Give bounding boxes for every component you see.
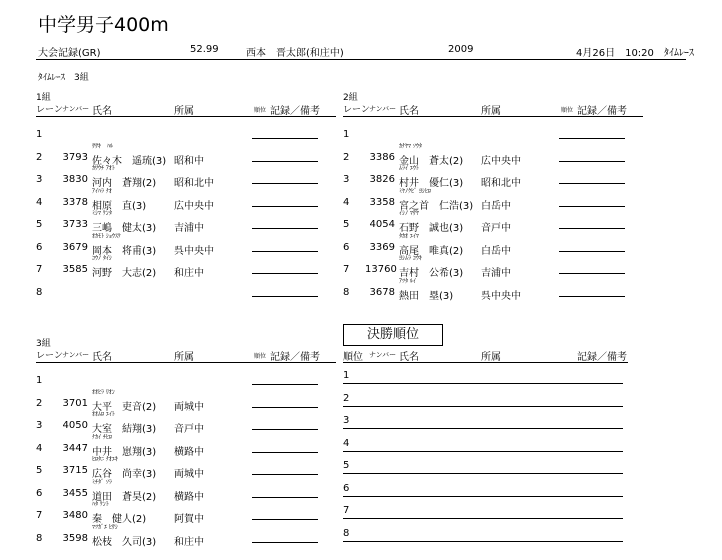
record-entry-line	[252, 429, 318, 430]
record-time: 52.99	[190, 44, 219, 55]
final-entry-line	[343, 518, 623, 519]
name-reading: ｻｻｷ ﾊﾙ	[92, 142, 114, 150]
name-reading: ｲｼﾉ ﾏｻﾔ	[399, 210, 419, 217]
lane-number: 5	[36, 465, 43, 476]
lane-number: 7	[36, 510, 43, 521]
header-record: 記録／備考	[270, 106, 320, 117]
final-header	[343, 348, 628, 363]
header-rank: 順位	[561, 107, 574, 114]
athlete-name: 広谷 尚幸(3)	[92, 469, 157, 480]
athlete-affiliation: 和庄中	[174, 536, 204, 548]
bib-number: 3598	[62, 532, 88, 544]
athlete-name: 河野 大志(2)	[92, 268, 157, 279]
final-place: 4	[343, 437, 350, 449]
final-header-number: ナンバー	[369, 351, 397, 359]
athlete-affiliation: 広中央中	[481, 155, 521, 167]
table-row	[343, 143, 643, 165]
table-row	[36, 501, 336, 523]
heat-header	[343, 102, 643, 117]
final-row	[343, 501, 628, 523]
athlete-name: 石野 誠也(3)	[399, 223, 464, 234]
athlete-affiliation: 呉中央中	[174, 245, 214, 257]
table-row	[343, 210, 643, 232]
lane-number: 1	[36, 375, 43, 386]
lane-number: 7	[343, 264, 350, 275]
record-entry-line	[559, 296, 625, 297]
final-header-name: 氏名	[399, 352, 419, 363]
header-name: 氏名	[92, 106, 112, 117]
record-entry-line	[252, 296, 318, 297]
table-row	[36, 278, 336, 300]
header-lane: レーン	[343, 105, 370, 115]
lane-number: 6	[36, 241, 43, 253]
final-entry-line	[343, 473, 623, 474]
athlete-name: 吉村 公希(3)	[399, 268, 464, 279]
table-row	[36, 120, 336, 142]
table-row	[36, 188, 336, 210]
final-entry-line	[343, 496, 623, 497]
header-record: 記録／備考	[270, 352, 320, 363]
name-reading: ｺｳﾉ ﾀｲｼ	[92, 255, 112, 262]
header-lane: レーン	[36, 351, 63, 361]
bib-number: 3378	[62, 196, 88, 208]
record-entry-line	[559, 251, 625, 252]
record-entry-line	[252, 497, 318, 498]
record-datetime: 4月26日 10:20 ﾀｲﾑﾚｰｽ	[576, 48, 694, 59]
record-entry-line	[559, 138, 625, 139]
race-info: ﾀｲﾑﾚｰｽ 3組	[38, 73, 89, 83]
lane-number: 3	[36, 420, 43, 431]
athlete-name: 高尾 唯真(2)	[399, 245, 464, 257]
final-place: 8	[343, 527, 350, 539]
final-row	[343, 456, 628, 478]
table-row	[36, 524, 336, 546]
bib-number: 3480	[62, 510, 88, 521]
bib-number: 3369	[369, 241, 395, 253]
athlete-affiliation: 白岳中	[481, 200, 511, 212]
bib-number: 3715	[62, 465, 88, 476]
record-entry-line	[559, 206, 625, 207]
record-entry-line	[252, 273, 318, 274]
name-reading: ﾏﾂｶﾞｴ ﾋｻｼ	[92, 523, 118, 531]
table-row	[36, 143, 336, 165]
athlete-affiliation: 横路中	[174, 491, 204, 503]
table-row	[36, 366, 336, 388]
athlete-name: 道田 蒼昊(2)	[92, 491, 157, 503]
name-reading: ﾖｼﾑﾗ ｺｳｷ	[399, 255, 422, 262]
table-row	[343, 255, 643, 277]
athlete-affiliation: 呉中央中	[481, 290, 521, 302]
header-number: ナンバー	[62, 105, 90, 113]
lane-number: 1	[36, 129, 43, 140]
table-row	[36, 411, 336, 433]
lane-number: 8	[36, 286, 43, 298]
bib-number: 3447	[62, 442, 88, 454]
name-reading: ﾋﾛﾀﾆ ﾅｵﾕｷ	[92, 456, 118, 463]
record-entry-line	[559, 273, 625, 274]
header-rank: 順位	[254, 107, 267, 114]
header-record: 記録／備考	[577, 106, 627, 117]
athlete-affiliation: 吉浦中	[174, 223, 204, 234]
bib-number: 3701	[62, 397, 88, 409]
final-place: 6	[343, 482, 350, 494]
athlete-affiliation: 両城中	[174, 469, 204, 480]
final-row	[343, 434, 628, 456]
athlete-name: 金山 蒼太(2)	[399, 155, 464, 167]
lane-number: 3	[36, 174, 43, 185]
athlete-name: 熱田 塁(3)	[399, 290, 454, 302]
table-row	[343, 120, 643, 142]
name-reading: ｵｵﾑﾛ ﾕｲﾄ	[92, 411, 115, 418]
record-entry-line	[252, 474, 318, 475]
name-reading: ﾅｶｲ ﾁﾋﾛ	[92, 433, 112, 441]
athlete-name: 河内 蒼翔(2)	[92, 178, 157, 189]
record-entry-line	[559, 228, 625, 229]
name-reading: ｵｵﾋﾗ ﾘｵﾝ	[92, 388, 115, 396]
final-place: 5	[343, 460, 350, 471]
final-row	[343, 411, 628, 433]
lane-number: 4	[343, 196, 350, 208]
final-entry-line	[343, 406, 623, 407]
heat-label: 1組	[36, 93, 51, 103]
table-row	[36, 389, 336, 411]
name-reading: ｶﾜｳﾁ ｱｵﾄ	[92, 165, 115, 172]
table-row	[343, 233, 643, 255]
name-reading: ｱﾂﾀ ﾙｲ	[399, 277, 416, 285]
athlete-affiliation: 昭和北中	[174, 178, 214, 189]
table-row	[36, 456, 336, 478]
athlete-name: 大平 吏音(2)	[92, 401, 157, 413]
final-header-rank: 順位	[343, 352, 363, 363]
athlete-name: 村井 優仁(3)	[399, 178, 464, 189]
header-affiliation: 所属	[174, 106, 194, 117]
lane-number: 5	[343, 219, 350, 230]
athlete-affiliation: 白岳中	[481, 245, 511, 257]
heat-label: 3組	[36, 339, 51, 349]
bib-number: 3386	[369, 151, 395, 163]
record-entry-line	[252, 452, 318, 453]
final-place: 1	[343, 370, 350, 381]
athlete-affiliation: 横路中	[174, 446, 204, 458]
bib-number: 4054	[369, 219, 395, 230]
lane-number: 6	[343, 241, 350, 253]
lane-number: 7	[36, 264, 43, 275]
athlete-affiliation: 音戸中	[481, 223, 511, 234]
final-entry-line	[343, 428, 623, 429]
record-entry-line	[252, 138, 318, 139]
record-entry-line	[252, 183, 318, 184]
record-entry-line	[252, 251, 318, 252]
lane-number: 2	[36, 151, 43, 163]
name-reading: ﾊﾀ ｹﾝﾄ	[92, 501, 109, 508]
record-holder: 西本 晋太郎(和庄中)	[246, 48, 344, 59]
final-row	[343, 479, 628, 501]
athlete-affiliation: 昭和北中	[481, 178, 521, 189]
bib-number: 13760	[365, 264, 397, 275]
table-row	[36, 255, 336, 277]
header-rank: 順位	[254, 353, 267, 360]
athlete-affiliation: 広中央中	[174, 200, 214, 212]
table-row	[36, 165, 336, 187]
header-number: ナンバー	[369, 105, 397, 113]
name-reading: ﾑﾗｲ ﾕｳﾄ	[399, 165, 419, 172]
heat-label: 2組	[343, 93, 358, 103]
final-place: 7	[343, 505, 350, 516]
bib-number: 3733	[62, 219, 88, 230]
record-entry-line	[252, 542, 318, 543]
athlete-affiliation: 和庄中	[174, 268, 204, 279]
final-place: 3	[343, 415, 350, 426]
heat-header	[36, 102, 336, 117]
athlete-name: 三嶋 健太(3)	[92, 223, 157, 234]
lane-number: 8	[36, 532, 43, 544]
lane-number: 4	[36, 442, 43, 454]
record-entry-line	[252, 519, 318, 520]
bib-number: 3585	[62, 264, 88, 275]
record-entry-line	[252, 161, 318, 162]
lane-number: 4	[36, 196, 43, 208]
record-entry-line	[252, 206, 318, 207]
bib-number: 3679	[62, 241, 88, 253]
athlete-name: 相原 直(3)	[92, 200, 147, 212]
lane-number: 3	[343, 174, 350, 185]
bib-number: 3830	[62, 174, 88, 185]
final-entry-line	[343, 541, 623, 542]
record-entry-line	[559, 183, 625, 184]
table-row	[343, 278, 643, 300]
lane-number: 6	[36, 487, 43, 499]
record-divider	[36, 59, 686, 60]
bib-number: 3455	[62, 487, 88, 499]
table-row	[36, 479, 336, 501]
athlete-name: 秦 健人(2)	[92, 514, 147, 525]
athlete-affiliation: 吉浦中	[481, 268, 511, 279]
athlete-affiliation: 音戸中	[174, 424, 204, 435]
name-reading: ｱｲﾊﾗ ﾅｵ	[92, 187, 112, 195]
page-title: 中学男子400m	[38, 14, 169, 36]
athlete-name: 松枝 久司(3)	[92, 536, 157, 548]
bib-number: 3793	[62, 151, 88, 163]
final-row	[343, 366, 628, 388]
athlete-affiliation: 両城中	[174, 401, 204, 413]
record-year: 2009	[448, 44, 474, 55]
final-standings-title: 決勝順位	[343, 324, 443, 346]
header-affiliation: 所属	[174, 352, 194, 363]
final-header-record: 記録／備考	[577, 352, 627, 363]
table-row	[36, 434, 336, 456]
header-lane: レーン	[36, 105, 63, 115]
athlete-name: 岡本 将甫(3)	[92, 245, 157, 257]
name-reading: ﾐｼﾏ ｹﾝﾀ	[92, 210, 112, 217]
final-entry-line	[343, 451, 623, 452]
table-row	[36, 210, 336, 232]
bib-number: 3358	[369, 196, 395, 208]
final-row	[343, 389, 628, 411]
record-entry-line	[252, 384, 318, 385]
athlete-affiliation: 昭和中	[174, 155, 204, 167]
bib-number: 4050	[62, 420, 88, 431]
lane-number: 5	[36, 219, 43, 230]
header-name: 氏名	[92, 352, 112, 363]
athlete-affiliation: 阿賀中	[174, 514, 204, 525]
name-reading: ｵｶﾓﾄ ｼｮｳｽｹ	[92, 232, 121, 240]
table-row	[343, 188, 643, 210]
table-row	[343, 165, 643, 187]
record-label: 大会記録(GR)	[38, 48, 101, 59]
table-row	[36, 233, 336, 255]
header-number: ナンバー	[62, 351, 90, 359]
final-row	[343, 524, 628, 546]
heat-header	[36, 348, 336, 363]
header-affiliation: 所属	[481, 106, 501, 117]
header-name: 氏名	[399, 106, 419, 117]
athlete-name: 佐々木 遥琉(3)	[92, 155, 167, 167]
record-entry-line	[252, 228, 318, 229]
bib-number: 3826	[369, 174, 395, 185]
name-reading: ﾐﾁﾀﾞ ｿﾗ	[92, 478, 112, 486]
final-entry-line	[343, 383, 623, 384]
athlete-name: 宮之首 仁浩(3)	[399, 200, 474, 212]
record-entry-line	[559, 161, 625, 162]
name-reading: ﾐﾔﾉｸﾋﾞ ﾖｼﾋﾛ	[399, 187, 431, 195]
final-place: 2	[343, 392, 350, 404]
bib-number: 3678	[369, 286, 395, 298]
lane-number: 8	[343, 286, 350, 298]
athlete-name: 大室 結翔(3)	[92, 424, 157, 435]
record-entry-line	[252, 407, 318, 408]
lane-number: 2	[343, 151, 350, 163]
final-header-affiliation: 所属	[481, 352, 501, 363]
name-reading: ｶﾅﾔﾏ ｿｳﾀ	[399, 142, 422, 150]
lane-number: 1	[343, 129, 350, 140]
name-reading: ﾀｶｵ ﾕｲﾏ	[399, 232, 419, 240]
athlete-name: 中井 崽翔(3)	[92, 446, 157, 458]
lane-number: 2	[36, 397, 43, 409]
